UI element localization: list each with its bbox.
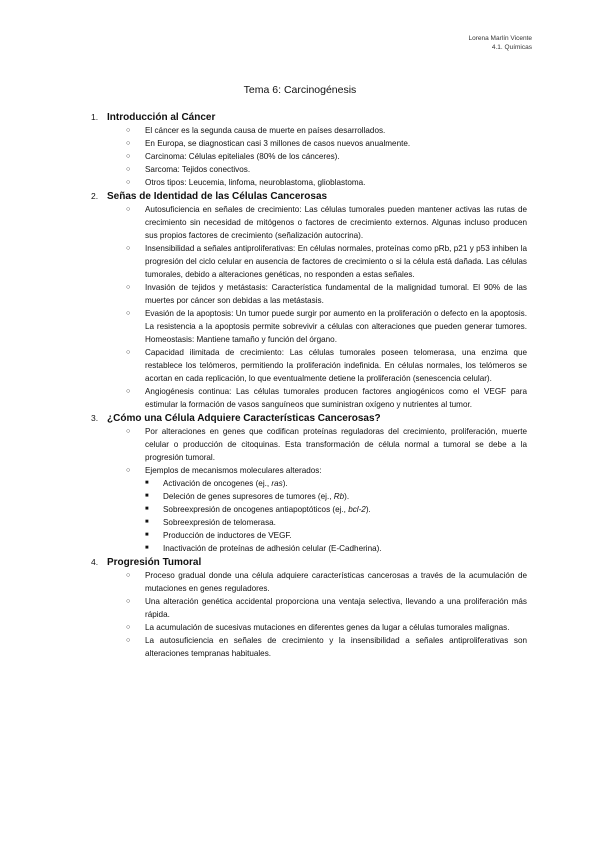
list-item: ○ Insensibilidad a señales antiproliferativas: En células normales, proteínas como pRb, p21 y p53 inhiben la progresión del ciclo celular en ausencia de factores de crecimiento o si la célula está dañada. Las células tumorales, debido a alteraciones genéticas, no responden a estas señales. — [91, 242, 527, 281]
page-header — [469, 35, 532, 52]
sub-list-item: ■ Activación de oncogenes (ej., ras). — [145, 477, 527, 490]
list-item: ○ Evasión de la apoptosis: Un tumor puede surgir por aumento en la proliferación o defecto en la apoptosis. La resistencia a la apoptosis permite sobrevivir a células con alteraciones que pueden generar tumores. Homeostasis: Mantiene tamaño y función del órgano. — [91, 307, 527, 346]
bullet-list — [91, 425, 527, 555]
list-item: ○ Invasión de tejidos y metástasis: Característica fundamental de la malignidad tumoral. El 90% de las muertes por cáncer son debidas a las metástasis. — [91, 281, 527, 307]
section-adquisicion — [91, 412, 527, 555]
list-item: ○ Una alteración genética accidental proporciona una ventaja selectiva, llevando a una proliferación más rápida. — [91, 595, 527, 621]
document-body — [91, 111, 527, 660]
sub-list-item: ■ Sobreexpresión de telomerasa. — [145, 516, 527, 529]
section-number: 1. — [91, 112, 99, 122]
list-item: ○ La acumulación de sucesivas mutaciones en diferentes genes da lugar a células tumorales malignas. — [91, 621, 527, 634]
section-number: 2. — [91, 191, 99, 201]
list-item: ○ Otros tipos: Leucemia, linfoma, neuroblastoma, glioblastoma. — [91, 176, 527, 189]
list-item — [91, 464, 527, 555]
section-progresion-tumoral — [91, 556, 527, 660]
section-senas-identidad — [91, 190, 527, 411]
section-title: Señas de Identidad de las Células Cancerosas — [107, 191, 328, 202]
author-name: Lorena Marlín Vicente — [468, 35, 532, 42]
list-item-text: Ejemplos de mecanismos moleculares alterados: — [145, 466, 322, 475]
section-number: 4. — [91, 557, 99, 567]
list-item: ○ Capacidad ilimitada de crecimiento: Las células tumorales poseen telomerasa, una enzima que restablece los telómeros, permitiendo la proliferación indefinida. En células normales, los telómeros se acortan en cada replicación, lo que eventualmente detiene la proliferación (senescencia celular). — [91, 346, 527, 385]
sub-bullet-list — [145, 477, 527, 555]
list-item: ○ Carcinoma: Células epiteliales (80% de los cánceres). — [91, 150, 527, 163]
list-item: ○ Proceso gradual donde una célula adquiere características cancerosas a través de la acumulación de mutaciones en genes reguladores. — [91, 569, 527, 595]
section-title: Introducción al Cáncer — [107, 112, 216, 123]
list-item: ○ En Europa, se diagnostican casi 3 millones de casos nuevos anualmente. — [91, 137, 527, 150]
sub-list-item: ■ Inactivación de proteínas de adhesión celular (E-Cadherina). — [145, 542, 527, 555]
bullet-list — [91, 569, 527, 660]
bullet-list — [91, 124, 527, 189]
course-name: 4.1. Químicas — [491, 43, 532, 51]
section-title: ¿Cómo una Célula Adquiere Características Cancerosas? — [107, 413, 381, 424]
list-item: ○ Por alteraciones en genes que codifican proteínas reguladoras del crecimiento, proliferación, muerte celular o producción de citoquinas. Esta transformación de célula normal a tumoral se debe a la progresión tumoral. — [91, 425, 527, 464]
sub-list-item: ■ Producción de inductores de VEGF. — [145, 529, 527, 542]
section-title: Progresión Tumoral — [107, 557, 202, 568]
list-item: ○ Angiogénesis continua: Las células tumorales producen factores angiogénicos como el VEGF para estimular la formación de vasos sanguíneos que suministran oxígeno y nutrientes al tumor. — [91, 385, 527, 411]
list-item: ○ Sarcoma: Tejidos conectivos. — [91, 163, 527, 176]
sub-list-item: ■ Deleción de genes supresores de tumores (ej., Rb). — [145, 490, 527, 503]
list-item: ○ El cáncer es la segunda causa de muerte en países desarrollados. — [91, 124, 527, 137]
section-introduccion — [91, 111, 527, 189]
list-item: ○ Autosuficiencia en señales de crecimiento: Las células tumorales pueden mantener activas las rutas de crecimiento sin necesidad de mitógenos o factores de crecimiento externos. Algunas incluso producen sus propios factores de crecimiento (señalización autocrina). — [91, 203, 527, 242]
page-title: Tema 6: Carcinogénesis — [243, 84, 357, 96]
list-item: ○ La autosuficiencia en señales de crecimiento y la insensibilidad a señales antiproliferativas son alteraciones tempranas habituales. — [91, 634, 527, 660]
section-number: 3. — [91, 413, 99, 423]
bullet-list — [91, 203, 527, 411]
sub-list-item: ■ Sobreexpresión de oncogenes antiapoptóticos (ej., bcl-2). — [145, 503, 527, 516]
